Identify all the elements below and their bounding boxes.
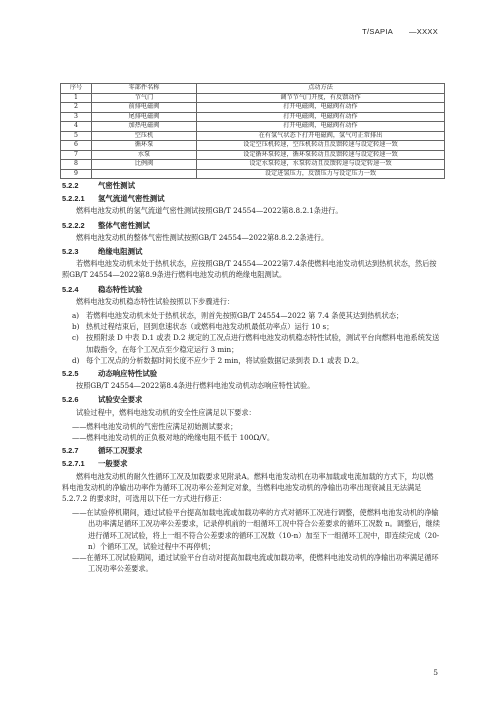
header-standard-code: T/SAPIA (362, 27, 393, 36)
section-number: 5.2.7.1 (62, 459, 85, 469)
paragraph: 试验过程中，燃料电池发动机的安全性应满足以下要求： (76, 407, 256, 417)
section-heading (62, 193, 440, 204)
list-marker: c) (72, 333, 79, 343)
list-marker: d) (72, 355, 80, 365)
section-number: 5.2.7 (62, 446, 79, 456)
section-number: 5.2.3 (62, 247, 79, 257)
table-cell: 比例阀 (92, 160, 197, 170)
list-text: 若燃料电池发动机未处于热机状态，则首先按照GB/T 24554—2022 第 7.4 条使其达到热机状态； (86, 311, 404, 321)
table-cell: 在有氢气状态下打开电磁阀，氢气可正常排出 (197, 131, 445, 141)
section-title: 整体气密性测试 (98, 220, 150, 230)
section-title: 试验安全要求 (98, 395, 143, 405)
section-heading (62, 246, 440, 257)
table-header-cell: 序号 (61, 84, 92, 94)
section-heading (62, 458, 440, 469)
list-item (62, 355, 440, 366)
section-number: 5.2.2.1 (62, 194, 85, 204)
parts-table (60, 83, 445, 179)
section-number: 5.2.2.2 (62, 220, 85, 230)
table-cell: 加热电磁阀 (92, 122, 197, 132)
table-cell: 5 (61, 131, 92, 141)
table-cell: 水泵 (92, 150, 197, 160)
list-item (62, 332, 440, 354)
table-cell: 调节节气门开度，有反馈动作 (197, 93, 445, 103)
page-header (348, 27, 438, 36)
table-cell: 3 (61, 112, 92, 122)
dash-item: ——在试验停机期间，通过试验平台提高加载电流或加载功率的方式对循环工况进行调整，使燃料电池发动机的净输出功率满足循环工况功率公差要求，记录停机前的一组循环工况中符合公差要求的循环工况数 n。调整后，继续进行循环工况试验，将上一组不符合公差要求的循环工况数（10-n）加至下一组循环工况中，即连续完成（20-n）个循环工况，试验过程中不再停机； (72, 508, 440, 551)
table-row (61, 103, 445, 113)
table-cell: 1 (61, 93, 92, 103)
table-cell: 设定空压机转速，空压机转动且反馈转速与设定转速一致 (197, 141, 445, 151)
table-row (61, 93, 445, 103)
header-number: —XXXX (408, 27, 438, 36)
table-cell: 设定进氢压力，反馈压力与设定压力一致 (197, 169, 445, 179)
table-cell: 前排电磁阀 (92, 103, 197, 113)
section-title: 稳态特性试验 (98, 284, 143, 294)
dash-item: ——燃料电池发动机的正负极对地的绝缘电阻不低于 100Ω/V。 (72, 433, 275, 443)
section-heading (62, 368, 440, 379)
section-heading (62, 284, 440, 295)
table-cell: 设定循环泵转速，循环泵转动且反馈转速与设定转速一致 (197, 150, 445, 160)
table-header-cell: 零部件名称 (92, 84, 197, 94)
paragraph: 燃料电池发动机的整体气密性测试按照GB/T 24554—2022第8.8.2.2条进行。 (76, 232, 329, 242)
table-cell: 循环泵 (92, 141, 197, 151)
table-cell: 设定水泵转速，水泵转动且反馈转速与设定转速一致 (197, 160, 445, 170)
table-cell: 8 (61, 160, 92, 170)
list-marker: a) (72, 311, 80, 321)
dash-item: ——燃料电池发动机的气密性应满足初始测试要求； (72, 421, 238, 431)
section-number: 5.2.5 (62, 369, 79, 379)
list-text: 热机过程结束后，回到怠速状态（或燃料电池发动机最低功率点）运行 10 s； (86, 322, 334, 332)
list-text: 按照附录 D 中表 D.1 或表 D.2 规定的工况点进行燃料电池发动机稳态特性试验，测试平台向燃料电池系统发送加载指令，在每个工况点至少稳定运行 3 min； (86, 333, 440, 354)
table-row (61, 141, 445, 151)
document-body (62, 178, 440, 575)
section-heading (62, 220, 440, 231)
table-cell: 4 (61, 122, 92, 132)
table-row (61, 160, 445, 170)
table-row (61, 131, 445, 141)
section-heading (62, 394, 440, 405)
table-header-cell: 点动方法 (197, 84, 445, 94)
paragraph: 按照GB/T 24554—2022第8.4条进行燃料电池发动机动态响应特性试验。 (76, 381, 315, 391)
list-marker: b) (72, 322, 80, 332)
dash-item: ——在循环工况试验期间，通过试验平台自动对提高加载电流或加载功率，使燃料电池发动机的净输出功率满足循环工况功率公差要求。 (72, 553, 439, 574)
section-title: 循环工况要求 (98, 446, 143, 456)
list-item (62, 310, 440, 321)
table-cell: 空压机 (92, 131, 197, 141)
section-number: 5.2.6 (62, 395, 79, 405)
section-title: 一般要求 (98, 459, 128, 469)
list-item (62, 321, 440, 332)
section-title: 绝缘电阻测试 (98, 247, 143, 257)
section-title: 动态响应特性试验 (98, 369, 158, 379)
section-number: 5.2.4 (62, 284, 79, 294)
section-heading (62, 180, 440, 191)
table-cell: 打开电磁阀，电磁阀有动作 (197, 122, 445, 132)
paragraph: 燃料电池发动机的耐久性循环工况及加载要求见附录A。燃料电池发动机在功率加载或电流加载的方式下，均以燃料电池发动机的净输出功率作为循环工况功率公差判定对象，当燃料电池发动机的净输出功率出现衰减且无法满足5.2.7.2 的要求时，可选用以下任一方式进行修正： (62, 471, 434, 504)
table-cell: 7 (61, 150, 92, 160)
table-cell: 6 (61, 141, 92, 151)
list-text: 每个工况点的分析数据时间长度不应少于 2 min，将试验数据记录到表 D.1 或表 D.2。 (86, 355, 364, 365)
paragraph: 燃料电池发动机稳态特性试验按照以下步骤进行： (76, 296, 235, 306)
table-row (61, 112, 445, 122)
section-heading (62, 445, 440, 456)
table-cell: 节气门 (92, 93, 197, 103)
page-number: 5 (433, 668, 438, 677)
paragraph: 燃料电池发动机的氢气流道气密性测试按照GB/T 24554—2022第8.8.2.1条进行。 (76, 206, 343, 216)
section-title: 氢气流道气密性测试 (98, 194, 165, 204)
paragraph: 若燃料电池发动机未处于热机状态，应按照GB/T 24554—2022第7.4条使燃料电池发动机达到热机状态，然后按照GB/T 24554—2022第8.9条进行燃料电池发动机的绝缘电阻测试。 (62, 259, 437, 280)
table-row (61, 122, 445, 132)
table-cell: 尾排电磁阀 (92, 112, 197, 122)
table-row (61, 150, 445, 160)
section-title: 气密性测试 (98, 181, 135, 190)
table-cell: 9 (61, 169, 92, 179)
table-cell: 2 (61, 103, 92, 113)
table-cell: 打开电磁阀，电磁阀有动作 (197, 103, 445, 113)
table-cell: 打开电磁阀，电磁阀有动作 (197, 112, 445, 122)
table-header-row (61, 84, 445, 94)
section-number: 5.2.2 (62, 181, 79, 190)
